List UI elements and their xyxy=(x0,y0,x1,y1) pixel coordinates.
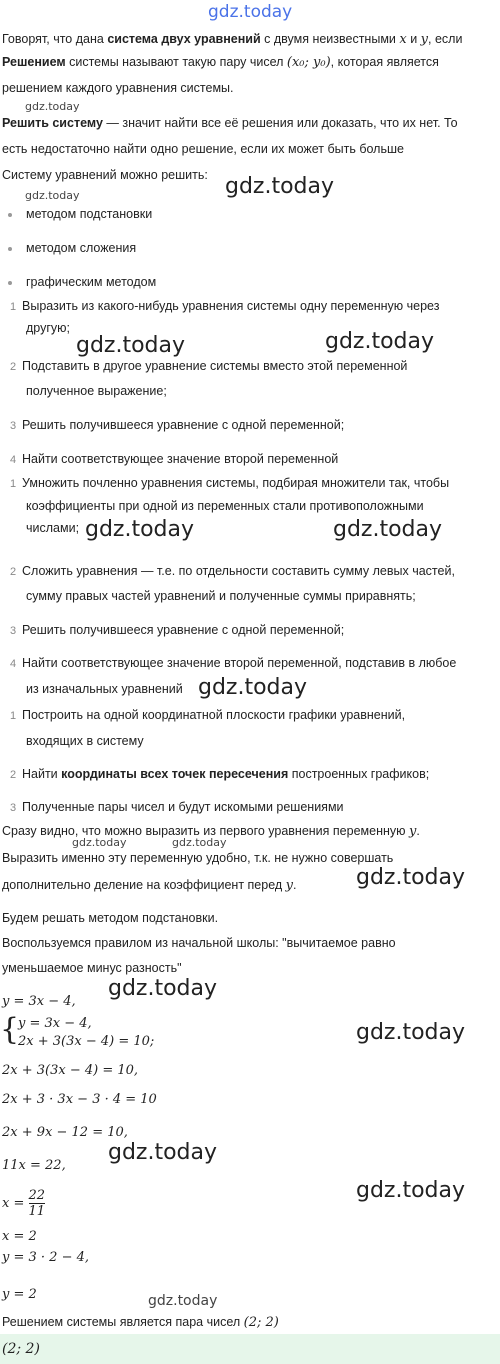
watermark: gdz.today xyxy=(148,1293,218,1309)
watermark: gdz.today xyxy=(172,836,227,849)
watermark: gdz.today xyxy=(85,517,195,542)
bullet-dot xyxy=(8,281,12,285)
answer-value: (2; 2) xyxy=(2,1341,40,1357)
system-equation: 2x + 3(3x − 4) = 10; xyxy=(18,1034,155,1049)
explain-line: уменьшаемое минус разность" xyxy=(2,961,182,975)
watermark: gdz.today xyxy=(356,865,466,890)
addition-step-cont: из изначальных уравнений xyxy=(26,682,183,696)
explain-line: Сразу видно, что можно выразить из первого уравнения переменную y. xyxy=(2,824,420,839)
watermark: gdz.today xyxy=(25,100,80,113)
watermark: gdz.today xyxy=(356,1178,466,1203)
substitution-step: 4 Найти соответствующее значение второй переменной xyxy=(10,452,339,466)
conclusion-text: Решением системы является пара чисел (2; 2) xyxy=(2,1315,279,1330)
methods-heading: Систему уравнений можно решить: xyxy=(2,168,208,182)
explain-line: Воспользуемся правилом из начальной школы: "вычитаемое равно xyxy=(2,936,396,950)
graphic-step: 2 Найти координаты всех точек пересечения построенных графиков; xyxy=(10,767,430,781)
equation-line: 2x + 3 · 3x − 3 · 4 = 10 xyxy=(2,1092,157,1107)
substitution-step-cont: другую; xyxy=(26,321,71,335)
equation-line: 11x = 22, xyxy=(2,1158,66,1173)
bullet-dot xyxy=(8,213,12,217)
system-equation: y = 3x − 4, xyxy=(18,1016,92,1031)
answer-box xyxy=(0,1334,500,1364)
method-item: методом сложения xyxy=(26,241,137,255)
equation-line: y = 3x − 4, xyxy=(2,994,76,1009)
equation-line: y = 3 · 2 − 4, xyxy=(2,1250,90,1265)
addition-step: 3 Решить получившееся уравнение с одной переменной; xyxy=(10,623,345,637)
fraction-equation: x = $\frac{22}{11}$ xyxy=(2,1188,46,1219)
watermark: gdz.today xyxy=(108,976,218,1001)
watermark: gdz.today xyxy=(198,675,308,700)
substitution-step: 1 Выразить из какого-нибудь уравнения системы одну переменную через xyxy=(10,299,440,313)
intro-paragraph: Говорят, что дана система двух уравнений с двумя неизвестными x и y, если xyxy=(2,32,463,47)
watermark: gdz.today xyxy=(108,1140,218,1165)
bullet-dot xyxy=(8,247,12,251)
addition-step-cont: коэффициенты при одной из переменных стали противоположными xyxy=(26,499,424,513)
graphic-step: 1 Построить на одной координатной плоскости графики уравнений, xyxy=(10,708,406,722)
watermark: gdz.today xyxy=(225,174,335,199)
equation-line: 2x + 9x − 12 = 10, xyxy=(2,1125,128,1140)
graphic-step-cont: входящих в систему xyxy=(26,734,144,748)
solution-definition-cont: решением каждого уравнения системы. xyxy=(2,81,234,95)
watermark: gdz.today xyxy=(356,1020,466,1045)
addition-step: 4 Найти соответствующее значение второй переменной, подставив в любое xyxy=(10,656,457,670)
addition-step: 2 Сложить уравнения — т.е. по отдельности составить сумму левых частей, xyxy=(10,564,455,578)
system-brace: { xyxy=(0,1012,20,1047)
equation-line: 2x + 3(3x − 4) = 10, xyxy=(2,1063,139,1078)
solve-definition: Решить систему — значит найти все её решения или доказать, что их нет. То xyxy=(2,116,458,130)
equation-line: y = 2 xyxy=(2,1287,37,1302)
solve-definition-cont: есть недостаточно найти одно решение, если их может быть больше xyxy=(2,142,404,156)
substitution-step: 3 Решить получившееся уравнение с одной переменной; xyxy=(10,418,345,432)
explain-line: дополнительно деление на коэффициент перед y. xyxy=(2,878,297,893)
method-item: методом подстановки xyxy=(26,207,153,221)
addition-step-cont: числами; xyxy=(26,521,80,535)
addition-step: 1 Умножить почленно уравнения системы, подбирая множители так, чтобы xyxy=(10,476,450,490)
solution-definition: Решением системы называют такую пару чисел (x₀; y₀), которая является xyxy=(2,55,439,70)
watermark: gdz.today xyxy=(333,517,443,542)
watermark: gdz.today xyxy=(72,836,127,849)
watermark: gdz.today xyxy=(25,189,80,202)
explain-line: Выразить именно эту переменную удобно, т.к. не нужно совершать xyxy=(2,851,394,865)
addition-step-cont: сумму правых частей уравнений и полученные суммы приравнять; xyxy=(26,589,416,603)
equation-line: x = 2 xyxy=(2,1229,37,1244)
method-item: графическим методом xyxy=(26,275,157,289)
watermark: gdz.today xyxy=(76,333,186,358)
watermark: gdz.today xyxy=(325,329,435,354)
graphic-step: 3 Полученные пары чисел и будут искомыми решениями xyxy=(10,800,344,814)
substitution-step-cont: полученное выражение; xyxy=(26,384,167,398)
fraction: $\frac{22}{11}$ xyxy=(28,1188,46,1219)
watermark-top: gdz.today xyxy=(208,2,293,22)
substitution-step: 2 Подставить в другое уравнение системы вместо этой переменной xyxy=(10,359,408,373)
explain-line: Будем решать методом подстановки. xyxy=(2,911,219,925)
